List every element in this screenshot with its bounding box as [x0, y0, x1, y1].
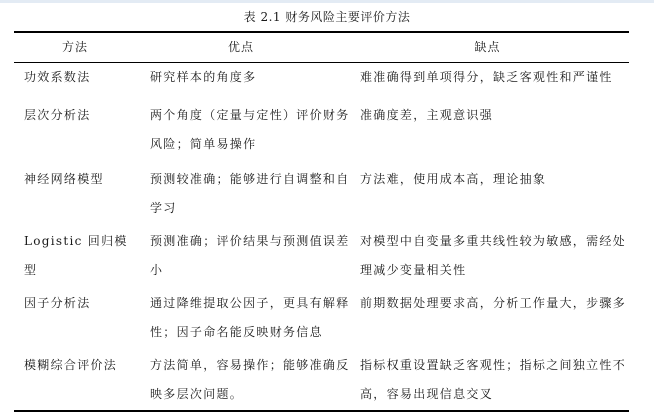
row-cons: 对模型中自变量多重共线性较为敏感，需经处理减少变量相关性: [360, 234, 627, 277]
row-method: 模糊综合评价法: [24, 358, 118, 372]
row-cons: 指标权重设置缺乏客观性；指标之间独立性不高，容易出现信息交叉: [360, 358, 627, 401]
table-header-row: [14, 33, 629, 62]
header-method: 方法: [61, 40, 88, 54]
row-cons: 方法难，使用成本高，理论抽象: [360, 172, 547, 186]
header-cons: 缺点: [474, 40, 501, 54]
header-pros: 优点: [227, 40, 254, 54]
row-pros: 预测较准确；能够进行自调整和自学习: [150, 172, 350, 215]
table-bottom-rule: [14, 410, 629, 412]
row-cons: 准确度差，主观意识强: [360, 108, 494, 122]
page-top-strip: [0, 0, 654, 3]
row-cons: 难准确得到单项得分，缺乏客观性和严谨性: [360, 70, 613, 84]
row-method: 神经网络模型: [24, 172, 104, 186]
row-cons: 前期数据处理要求高，分析工作量大，步骤多: [360, 296, 627, 310]
row-pros: 预测准确；评价结果与预测值误差小: [150, 234, 350, 277]
row-method: 功效系数法: [24, 70, 91, 84]
row-pros: 研究样本的角度多: [150, 70, 257, 84]
row-method: 因子分析法: [24, 296, 91, 310]
table-caption: 表 2.1 财务风险主要评价方法: [243, 10, 411, 24]
row-pros: 方法简单，容易操作；能够准确反映多层次问题。: [150, 358, 350, 401]
row-method: 层次分析法: [24, 108, 91, 122]
row-method: Logistic 回归模型: [24, 234, 128, 277]
row-pros: 两个角度（定量与定性）评价财务风险；简单易操作: [150, 108, 350, 151]
row-pros: 通过降维提取公因子，更具有解释性；因子命名能反映财务信息: [150, 296, 350, 339]
